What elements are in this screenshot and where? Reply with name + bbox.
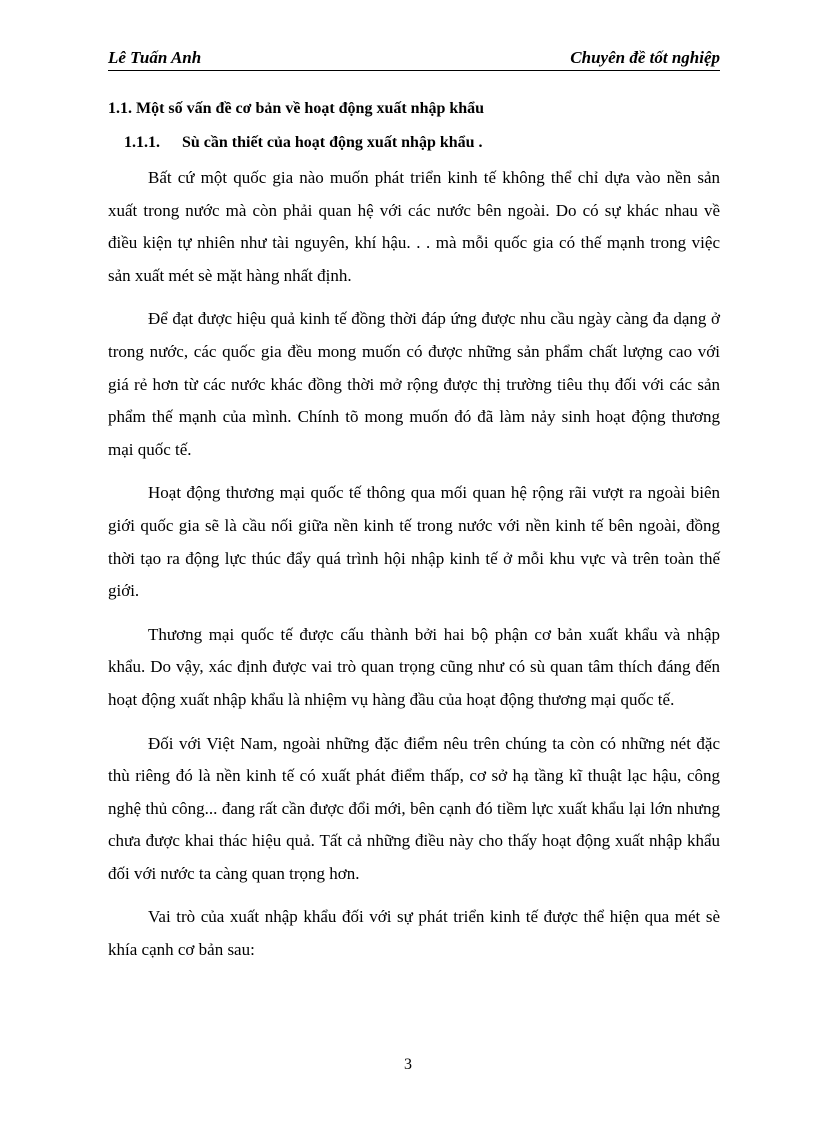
page-number: 3 bbox=[404, 1056, 412, 1073]
paragraph-1: Bất cứ một quốc gia nào muốn phát triển kinh tế không thể chỉ dựa vào nền sản xuất trong nước mà còn phải quan hệ với các nước bên ngoài. Do có sự khác nhau về điều kiện tự nhiên như tài nguyên, khí hậu. . . mà mỗi quốc gia có thế mạnh trong việc sản xuất mét sè mặt hàng nhất định. bbox=[108, 168, 720, 285]
paragraph-4: Thương mại quốc tế được cấu thành bởi hai bộ phận cơ bản xuất khẩu và nhập khẩu. Do vậy, xác định được vai trò quan trọng cũng như có sù quan tâm thích đáng đến hoạt động xuất nhập khẩu là nhiệm vụ hàng đầu của hoạt động thương mại quốc tế. bbox=[108, 624, 720, 709]
page-header bbox=[108, 46, 720, 71]
paragraph-6: Vai trò của xuất nhập khẩu đối với sự phát triển kinh tế được thể hiện qua mét sè khía cạnh cơ bản sau: bbox=[108, 907, 720, 960]
paragraph-5: Đối với Việt Nam, ngoài những đặc điểm nêu trên chúng ta còn có những nét đặc thù riêng đó là nền kinh tế có xuất phát điểm thấp, cơ sở hạ tầng kĩ thuật lạc hậu, công nghệ thủ công... đang rất cần được đổi mới, bên cạnh đó tiềm lực xuất khẩu lại lớn nhưng chưa được khai thác hiệu quả. Tất cả những điều này cho thấy hoạt động xuất nhập khẩu đối với nước ta càng quan trọng hơn. bbox=[108, 733, 720, 883]
page-content bbox=[108, 95, 720, 978]
header-author: Lê Tuấn Anh bbox=[108, 48, 202, 67]
subsection-title: Sù cần thiết của hoạt động xuất nhập khẩu . bbox=[182, 134, 483, 151]
subsection-number: 1.1.1. bbox=[124, 134, 160, 151]
section-heading: 1.1. Một số vấn đề cơ bản về hoạt động xuất nhập khẩu bbox=[108, 100, 485, 117]
paragraph-2: Để đạt được hiệu quả kinh tế đồng thời đáp ứng được nhu cầu ngày càng đa dạng ở trong nước, các quốc gia đều mong muốn có được những sản phẩm chất lượng cao với giá rẻ hơn từ các nước khác đồng thời mở rộng được thị trường tiêu thụ đối với các sản phẩm thế mạnh của mình. Chính tõ mong muốn đó đã làm nảy sinh hoạt động thương mại quốc tế. bbox=[108, 309, 720, 459]
paragraph-3: Hoạt động thương mại quốc tế thông qua mối quan hệ rộng rãi vượt ra ngoài biên giới quốc gia sẽ là cầu nối giữa nền kinh tế trong nước với nền kinh tế bên ngoài, đồng thời tạo ra động lực thúc đẩy quá trình hội nhập kinh tế ở mỗi khu vực và trên toàn thế giới. bbox=[108, 483, 720, 601]
header-document-type: Chuyên đề tốt nghiệp bbox=[570, 48, 720, 67]
subsection-heading bbox=[108, 129, 720, 162]
